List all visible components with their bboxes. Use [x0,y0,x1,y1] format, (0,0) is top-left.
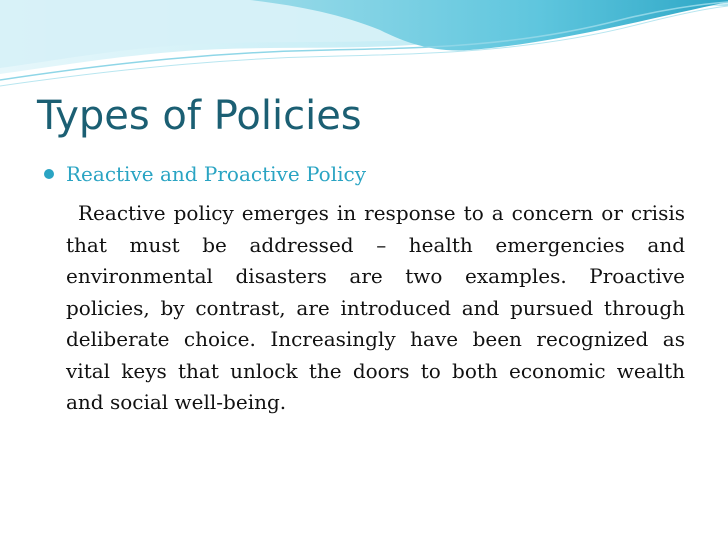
bullet-item [44,158,694,190]
slide-title: Types of Policies [37,93,362,139]
decorative-wave-header [0,0,728,90]
bullet-dot-icon [44,169,54,179]
body-paragraph: Reactive policy emerges in response to a concern or crisis that must be addressed – health emergencies and environmental disasters are two examples. Proactive policies, by contrast, are introduced and pursued through deliberate choice. Increasingly have been recognized as vital keys that unlock the doors to both economic wealth and social well-being. [66,201,685,414]
bullet-label: Reactive and Proactive Policy [66,162,366,186]
